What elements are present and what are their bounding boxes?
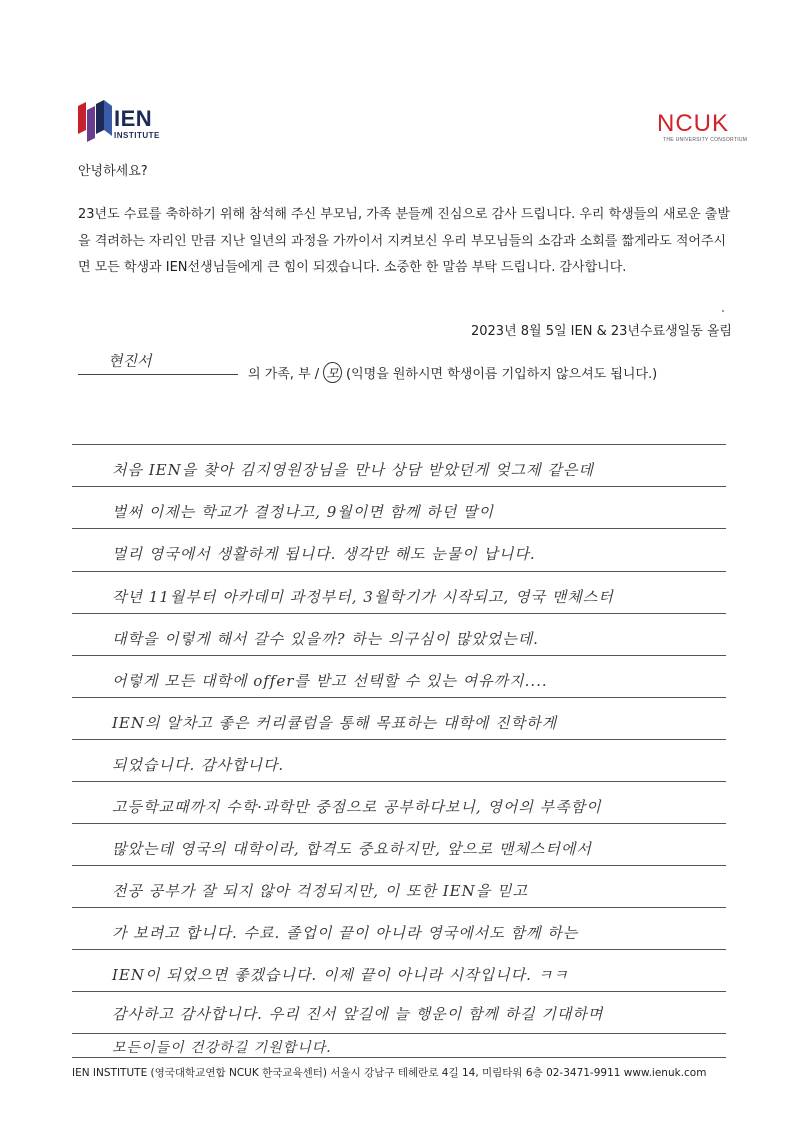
ruled-line: [72, 655, 726, 656]
mother-circled-mark: 모: [323, 362, 342, 383]
student-name-handwritten: 현진서: [108, 352, 152, 370]
handwritten-line: 가 보려고 합니다. 수료. 졸업이 끝이 아니라 영국에서도 함께 하는: [112, 924, 579, 942]
ruled-line: [72, 865, 726, 866]
handwritten-line: 많았는데 영국의 대학이라, 합격도 중요하지만, 앞으로 맨체스터에서: [112, 840, 592, 858]
ruled-line: [72, 571, 726, 572]
ruled-line: [72, 613, 726, 614]
ruled-line: [72, 781, 726, 782]
ruled-line: [72, 907, 726, 908]
ncuk-logo-subtitle: THE UNIVERSITY CONSORTIUM: [663, 137, 748, 143]
ruled-line: [72, 991, 726, 992]
letter-greeting: 안녕하세요?: [78, 164, 148, 179]
margin-dot: [722, 310, 724, 312]
handwritten-line: 전공 공부가 잘 되지 않아 걱정되지만, 이 또한 IEN을 믿고: [112, 882, 528, 900]
ruled-line: [72, 486, 726, 487]
ruled-line: [72, 697, 726, 698]
handwritten-line: 고등학교때까지 수학·과학만 중점으로 공부하다보니, 영어의 부족함이: [112, 798, 602, 816]
signature-text-after: (익명을 원하시면 학생이름 기입하지 않으셔도 됩니다.): [346, 367, 658, 382]
ruled-line: [72, 1057, 726, 1058]
handwritten-line: 대학을 이렇게 해서 갈수 있을까? 하는 의구심이 많았었는데.: [112, 630, 539, 648]
handwritten-line: 멀리 영국에서 생활하게 됩니다. 생각만 해도 눈물이 납니다.: [112, 545, 536, 563]
footer-address: IEN INSTITUTE (영국대학교연합 NCUK 한국교육센터) 서울시 강남구 테헤란로 4길 14, 미림타워 6층 02-3471-9911 www.ienuk.com: [72, 1067, 707, 1079]
handwritten-line: IEN의 알차고 좋은 커리큘럼을 통해 목표하는 대학에 진학하게: [112, 714, 558, 732]
handwritten-line: 되었습니다. 감사합니다.: [112, 756, 285, 774]
handwritten-line: 작년 11월부터 아카데미 과정부터, 3월학기가 시작되고, 영국 맨체스터: [112, 588, 614, 606]
signature-underline: [78, 374, 238, 375]
handwritten-line: 감사하고 감사합니다. 우리 진서 앞길에 늘 행운이 함께 하길 기대하며: [112, 1005, 604, 1023]
ien-logo-subtitle: INSTITUTE: [114, 131, 160, 140]
handwritten-line: IEN이 되었으면 좋겠습니다. 이제 끝이 아니라 시작입니다. ㅋㅋ: [112, 966, 569, 984]
ruled-line: [72, 444, 726, 445]
ien-logo-text: IEN: [114, 106, 153, 131]
handwritten-line: 어렇게 모든 대학에 offer를 받고 선택할 수 있는 여유까지....: [112, 672, 548, 690]
ruled-line: [72, 823, 726, 824]
signature-line: [248, 362, 657, 383]
signature-text-before: 의 가족, 부 /: [248, 367, 320, 382]
ruled-line: [72, 1033, 726, 1034]
handwritten-line: 모든이들이 건강하길 기원합니다.: [112, 1040, 332, 1056]
handwritten-line: 벌써 이제는 학교가 결정나고, 9월이면 함께 하던 딸이: [112, 503, 494, 521]
ruled-line: [72, 739, 726, 740]
handwritten-line: 처음 IEN을 찾아 김지영원장님을 만나 상담 받았던게 엊그제 같은데: [112, 461, 594, 479]
letter-dateline: 2023년 8월 5일 IEN & 23년수료생일동 올림: [470, 324, 732, 339]
ruled-line: [72, 949, 726, 950]
ruled-line: [72, 528, 726, 529]
ncuk-logo-text: NCUK: [657, 110, 730, 137]
letter-body: 23년도 수료를 축하하기 위해 참석해 주신 부모님, 가족 분들께 진심으로 감사 드립니다. 우리 학생들의 새로운 출발을 격려하는 자리인 만큼 지난 일년의 과정을 가까이서 지켜보신 우리 부모님들의 소감과 소회를 짧게라도 적어주시면 모든 학생과 IEN선생님들에게 큰 힘이 되겠습니다. 소중한 한 말씀 부탁 드립니다. 감사합니다.: [78, 207, 730, 275]
